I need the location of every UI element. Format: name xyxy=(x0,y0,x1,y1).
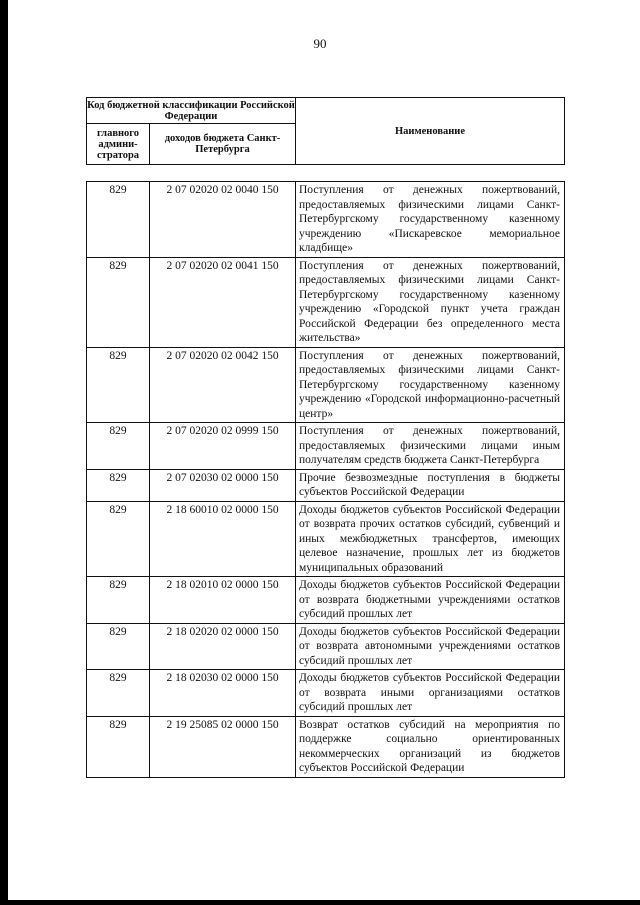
revenue-code-cell: 2 18 02010 02 0000 150 xyxy=(150,577,296,624)
scan-edge-bottom xyxy=(0,900,640,905)
header-table xyxy=(86,97,565,165)
name-cell: Поступления от денежных пожертвований, предоставляемых физическими лицами Санкт-Петербургскому государственному казенному учреждению «Городской информационно-расчетный центр» xyxy=(296,347,565,423)
admin-code-cell: 829 xyxy=(87,501,150,577)
admin-code-cell: 829 xyxy=(87,182,150,258)
name-cell: Доходы бюджетов субъектов Российской Федерации от возврата иными организациями остатков субсидий прошлых лет xyxy=(296,670,565,717)
header-budget-code-group: Код бюджетной классификации Российской Федерации xyxy=(87,99,295,122)
revenue-code-cell: 2 19 25085 02 0000 150 xyxy=(150,716,296,777)
table-row xyxy=(87,257,565,347)
admin-code-cell: 829 xyxy=(87,716,150,777)
admin-code-cell: 829 xyxy=(87,577,150,624)
revenue-code-cell: 2 18 02020 02 0000 150 xyxy=(150,623,296,670)
revenue-code-cell: 2 18 60010 02 0000 150 xyxy=(150,501,296,577)
header-name-column: Наименование xyxy=(296,98,565,165)
admin-code-cell: 829 xyxy=(87,670,150,717)
name-cell: Поступления от денежных пожертвований, предоставляемых физическими лицами иным получателям средств бюджета Санкт-Петербурга xyxy=(296,423,565,470)
table-row xyxy=(87,182,565,258)
table-row xyxy=(87,716,565,777)
revenue-table xyxy=(86,181,565,778)
name-cell: Возврат остатков субсидий на мероприятия по поддержке социально ориентированных некоммерческих организаций из бюджетов субъектов Российской Федерации xyxy=(296,716,565,777)
name-cell: Доходы бюджетов субъектов Российской Федерации от возврата автономными учреждениями остатков субсидий прошлых лет xyxy=(296,623,565,670)
name-cell: Прочие безвозмездные поступления в бюджеты субъектов Российской Федерации xyxy=(296,469,565,501)
revenue-code-cell: 2 07 02020 02 0042 150 xyxy=(150,347,296,423)
name-cell: Поступления от денежных пожертвований, предоставляемых физическими лицами Санкт-Петербургскому государственному казенному учреждению «Городской пункт учета граждан Российской Федерации без определенного места жительства» xyxy=(296,257,565,347)
admin-code-cell: 829 xyxy=(87,347,150,423)
table-row xyxy=(87,577,565,624)
header-admin-column: главного админи-стратора xyxy=(87,124,150,165)
table-row xyxy=(87,347,565,423)
revenue-code-cell: 2 18 02030 02 0000 150 xyxy=(150,670,296,717)
revenue-code-cell: 2 07 02020 02 0040 150 xyxy=(150,182,296,258)
admin-code-cell: 829 xyxy=(87,423,150,470)
table-row xyxy=(87,423,565,470)
admin-code-cell: 829 xyxy=(87,623,150,670)
table-row xyxy=(87,501,565,577)
table-row xyxy=(87,670,565,717)
table-row xyxy=(87,469,565,501)
admin-code-cell: 829 xyxy=(87,469,150,501)
revenue-code-cell: 2 07 02030 02 0000 150 xyxy=(150,469,296,501)
page-number: 90 xyxy=(313,36,327,51)
name-cell: Доходы бюджетов субъектов Российской Федерации от возврата прочих остатков субсидий, субвенций и иных межбюджетных трансфертов, имеющих целевое назначение, прошлых лет из бюджетов муниципальных образований xyxy=(296,501,565,577)
admin-code-cell: 829 xyxy=(87,257,150,347)
name-cell: Доходы бюджетов субъектов Российской Федерации от возврата бюджетными учреждениями остатков субсидий прошлых лет xyxy=(296,577,565,624)
name-cell: Поступления от денежных пожертвований, предоставляемых физическими лицами Санкт-Петербургскому государственному казенному учреждению «Пискаревское мемориальное кладбище» xyxy=(296,182,565,258)
table-row xyxy=(87,623,565,670)
revenue-code-cell: 2 07 02020 02 0041 150 xyxy=(150,257,296,347)
revenue-code-cell: 2 07 02020 02 0999 150 xyxy=(150,423,296,470)
scan-edge-left xyxy=(0,0,8,905)
header-revenue-column: доходов бюджета Санкт-Петербурга xyxy=(150,124,296,165)
